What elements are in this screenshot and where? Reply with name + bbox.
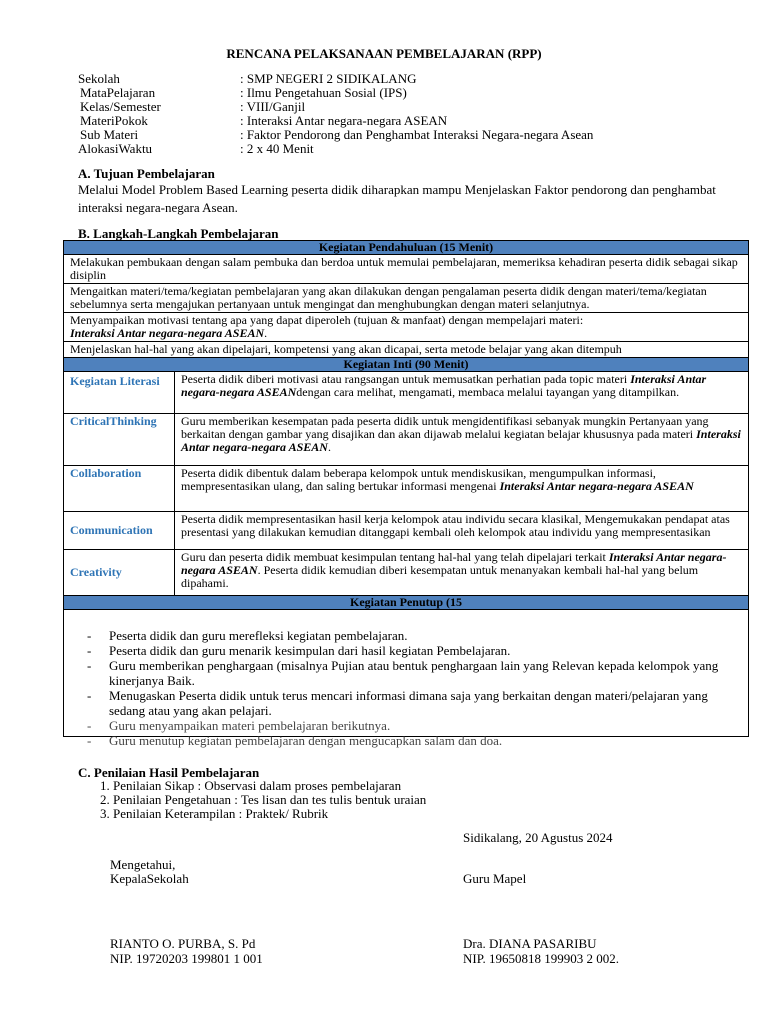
pendahuluan-step-text: Menyampaikan motivasi tentang apa yang dapat diperoleh (tujuan & manfaat) dengan mempelajari materi:	[70, 313, 584, 327]
identity-key: Sekolah	[78, 71, 120, 86]
identity-value: : 2 x 40 Menit	[240, 141, 314, 156]
identity-key: Kelas/Semester	[80, 99, 161, 114]
identity-key: MateriPokok	[80, 113, 148, 128]
assessment-item: 2. Penilaian Pengetahuan : Tes lisan dan tes tulis bentuk uraian	[100, 792, 427, 807]
penutup-list	[87, 628, 727, 748]
assessment-list	[100, 779, 426, 821]
identity-value: : VIII/Ganjil	[240, 99, 306, 114]
penutup-item: - Peserta didik dan guru merefleksi kegiatan pembelajaran.	[87, 628, 727, 643]
pendahuluan-step: Mengaitkan materi/tema/kegiatan pembelajaran yang akan dilakukan dengan pengalaman peserta didik dengan materi/tema/kegiatan sebelumnya serta mengajukan pertanyaan untuk mengingat dan menghubungkan dengan materi selanjutnya.	[64, 284, 749, 313]
identity-value: : SMP NEGERI 2 SIDIKALANG	[240, 71, 417, 86]
inti-label-literasi: Kegiatan Literasi	[64, 372, 175, 414]
inti-header: Kegiatan Inti (90 Menit)	[64, 358, 749, 372]
inti-label-critical-thinking: CriticalThinking	[64, 414, 175, 466]
inti-label-collaboration: Collaboration	[64, 466, 175, 512]
signature-left-role: KepalaSekolah	[110, 871, 189, 886]
identity-row	[78, 86, 593, 100]
teacher-name: Dra. DIANA PASARIBU	[463, 936, 597, 951]
assessment-item: 1. Penilaian Sikap : Observasi dalam proses pembelajaran	[100, 778, 402, 793]
identity-value: : Ilmu Pengetahuan Sosial (IPS)	[240, 85, 407, 100]
penutup-item: - Guru menutup kegiatan pembelajaran dengan mengucapkan salam dan doa.	[87, 733, 727, 748]
pendahuluan-step: Melakukan pembukaan dengan salam pembuka dan berdoa untuk memulai pembelajaran, memeriksa kehadiran peserta didik sebagai sikap disiplin	[64, 255, 749, 284]
identity-row	[78, 142, 593, 156]
section-b-heading: B. Langkah-Langkah Pembelajaran	[78, 226, 279, 241]
identity-table	[78, 72, 593, 156]
identity-key: Sub Materi	[80, 127, 139, 142]
inti-description: Peserta didik dibentuk dalam beberapa kelompok untuk mendiskusikan, mengumpulkan informasi, mempresentasikan ulang, dan saling bertukar informasi mengenai Interaksi Antar negara-negara ASEAN	[175, 466, 749, 512]
section-a-text: Melalui Model Problem Based Learning peserta didik diharapkan mampu Menjelaskan Faktor pendorong dan penghambat interaksi negara-negara Asean.	[78, 182, 716, 215]
identity-key: AlokasiWaktu	[78, 141, 153, 156]
penutup-item: - Peserta didik dan guru menarik kesimpulan dari hasil kegiatan Pembelajaran.	[87, 643, 727, 658]
section-c-heading: C. Penilaian Hasil Pembelajaran	[78, 765, 260, 780]
penutup-item: - Guru menyampaikan materi pembelajaran berikutnya.	[87, 718, 727, 733]
penutup-header: Kegiatan Penutup (15	[64, 596, 749, 610]
inti-description: Peserta didik mempresentasikan hasil kerja kelompok atau individu secara klasikal, Mengemukakan pendapat atas presentasi yang dilakukan kemudian ditanggapi kembali oleh kelompok atau individu yang mempresentasikan	[175, 512, 749, 550]
signature-acknowledged: Mengetahui,	[110, 857, 176, 872]
signature-right-role: Guru Mapel	[463, 871, 527, 886]
inti-description: Peserta didik diberi motivasi atau rangsangan untuk memusatkan perhatian pada topic materi Interaksi Antar negara-negara ASEANdengan cara melihat, mengamati, membaca melalui tayangan yang ditampilkan.	[175, 372, 749, 414]
section-a-heading: A. Tujuan Pembelajaran	[78, 166, 215, 181]
pendahuluan-step: Menyampaikan motivasi tentang apa yang dapat diperoleh (tujuan & manfaat) dengan mempelajari materi: Interaksi Antar negara-negara ASEAN.	[64, 313, 749, 342]
principal-nip: NIP. 19720203 199801 1 001	[110, 951, 263, 966]
inti-label-creativity: Creativity	[64, 550, 175, 596]
signature-place-date: Sidikalang, 20 Agustus 2024	[463, 830, 613, 845]
penutup-item: - Guru memberikan penghargaan (misalnya Pujian atau bentuk penghargaan lain yang Relevan kepada kelompok yang kinerjanya Baik.	[87, 658, 727, 688]
identity-value: : Faktor Pendorong dan Penghambat Interaksi Negara-negara Asean	[240, 127, 594, 142]
identity-value: : Interaksi Antar negara-negara ASEAN	[240, 113, 448, 128]
inti-description: Guru dan peserta didik membuat kesimpulan tentang hal-hal yang telah dipelajari terkait Interaksi Antar negara-negara ASEAN. Peserta didik kemudian diberi kesempatan untuk menanyakan kembali hal-hal yang belum dipahami.	[175, 550, 749, 596]
inti-label-communication: Communication	[64, 512, 175, 550]
pendahuluan-header: Kegiatan Pendahuluan (15 Menit)	[64, 241, 749, 255]
principal-name: RIANTO O. PURBA, S. Pd	[110, 936, 256, 951]
identity-row	[78, 72, 593, 86]
identity-row	[78, 128, 593, 142]
inti-description: Guru memberikan kesempatan pada peserta didik untuk mengidentifikasi sebanyak mungkin Pertanyaan yang berkaitan dengan gambar yang disajikan dan akan dijawab melalui kegiatan belajar khususnya pada materi Interaksi Antar negara-negara ASEAN.	[175, 414, 749, 466]
document-title: RENCANA PELAKSANAAN PEMBELAJARAN (RPP)	[226, 46, 542, 61]
penutup-item: - Menugaskan Peserta didik untuk terus mencari informasi dimana saja yang berkaitan dengan materi/pelajaran yang sedang atau yang akan pelajari.	[87, 688, 727, 718]
identity-row	[78, 114, 593, 128]
identity-row	[78, 100, 593, 114]
pendahuluan-step: Menjelaskan hal-hal yang akan dipelajari, kompetensi yang akan dicapai, serta metode belajar yang akan ditempuh	[64, 342, 749, 358]
identity-key: MataPelajaran	[80, 85, 156, 100]
pendahuluan-step-topic: Interaksi Antar negara-negara ASEAN	[70, 326, 265, 340]
assessment-item: 3. Penilaian Keterampilan : Praktek/ Rubrik	[100, 806, 329, 821]
teacher-nip: NIP. 19650818 199903 2 002.	[463, 951, 620, 966]
